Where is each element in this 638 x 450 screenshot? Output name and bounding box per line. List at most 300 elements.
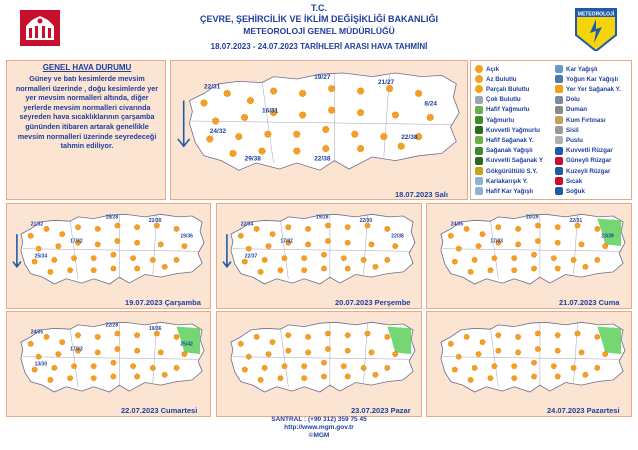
legend-sa-anak-ya-l-icon (475, 147, 483, 155)
temperature-label: 25/34 (34, 253, 48, 260)
legend-item-label: Hafif Kar Yağışlı (486, 187, 533, 195)
sunny-icon (246, 354, 251, 359)
sunny-icon (111, 360, 116, 365)
legend-duman-icon (555, 106, 563, 114)
sunny-icon (150, 257, 155, 262)
sunny-icon (555, 225, 560, 230)
sunny-icon (531, 266, 536, 271)
legend-so-uk-icon (555, 187, 563, 195)
sunny-icon (345, 348, 350, 353)
sunny-icon (95, 226, 100, 231)
sunny-icon (302, 376, 307, 381)
sunny-icon (512, 376, 517, 381)
legend-item-label: Sıcak (566, 177, 583, 185)
sunny-icon (238, 233, 243, 238)
general-weather-text: Güney ve batı kesimlerde mevsim normalleri üzerinde , doğu kesimlerde yer yer mevsim normalleri altında, diğer yerlerde mevsim normalleri civarında seyreden hava sıcaklıklarının çarşamba gününden itibaren artarak genellikle mevsim normalleri üzerinde seyredeceği tahmin ediliyor. (15, 74, 159, 151)
turkey-map-day5 (7, 312, 211, 417)
turkey-map-day1 (171, 61, 468, 200)
temperature-label: 17/32 (70, 238, 83, 245)
sunny-icon (361, 257, 366, 262)
sunny-icon (306, 334, 311, 339)
legend-par-al-bulutlu-icon (475, 85, 483, 93)
temperature-label: 22/38 (401, 134, 418, 141)
sunny-icon (201, 100, 207, 106)
sunny-icon (44, 334, 49, 339)
sunny-icon (28, 341, 33, 346)
legend-item-label: Az Bulutlu (486, 75, 517, 83)
legend-a-k-icon (475, 65, 483, 73)
temperature-label: 17/33 (70, 346, 83, 353)
sunny-icon (325, 223, 330, 228)
sunny-icon (323, 126, 329, 132)
legend-item-hafif-ya-murlu (475, 106, 530, 114)
sunny-icon (207, 136, 213, 142)
legend-g-neyli-r-zgar-icon (555, 157, 563, 165)
sunny-icon (115, 238, 120, 243)
sunny-icon (60, 340, 65, 345)
sunny-icon (254, 226, 259, 231)
sunny-icon (472, 365, 477, 370)
sunny-icon (452, 367, 457, 372)
header (0, 0, 638, 56)
sunny-icon (278, 268, 283, 273)
map-label-day7: 24.07.2023 Pazartesi (547, 406, 620, 415)
temperature-label: 17/33 (490, 238, 503, 245)
header-line1: T.C. (310, 3, 327, 13)
legend-yo-un-kar-ya-l-icon (555, 75, 563, 83)
sunny-icon (345, 225, 350, 230)
sunny-icon (555, 266, 560, 271)
sunny-icon (174, 257, 179, 262)
legend-kum-f-rt-nas-icon (555, 116, 563, 124)
legend-item-label: Kar Yağışlı (566, 65, 598, 73)
turkey-map-day4 (427, 204, 632, 309)
footer (0, 416, 638, 441)
sunny-icon (325, 331, 330, 336)
sunny-icon (476, 352, 481, 357)
sunny-icon (575, 331, 580, 336)
sunny-icon (162, 372, 167, 377)
sunny-icon (456, 354, 461, 359)
legend-kuvvetli-ya-murlu-icon (475, 126, 483, 134)
sunny-icon (111, 374, 116, 379)
map-label-day2: 19.07.2023 Çarşamba (125, 298, 201, 307)
sunny-icon (270, 340, 275, 345)
sunny-icon (480, 340, 485, 345)
sunny-icon (492, 256, 497, 261)
sunny-icon (535, 223, 540, 228)
turkey-map-day3 (217, 204, 422, 309)
sunny-icon (373, 372, 378, 377)
sunny-icon (115, 331, 120, 336)
temperature-label: 22/30 (148, 218, 162, 224)
sunny-icon (341, 256, 346, 261)
sunny-icon (516, 350, 521, 355)
sunny-icon (135, 333, 140, 338)
map-panel-day3 (216, 203, 422, 309)
legend-panel (470, 60, 632, 200)
legend-karlakar-k-y-icon (475, 177, 483, 185)
legend-item-par-al-bulutlu (475, 85, 529, 93)
sunny-icon (299, 112, 305, 118)
header-directorate: METEOROLOJİ GENEL MÜDÜRLÜĞÜ (243, 26, 395, 36)
temperature-label: 22/31 (569, 218, 583, 224)
sunny-icon (28, 233, 33, 238)
sunny-icon (242, 367, 247, 372)
sunny-icon (56, 244, 61, 249)
legend-puslu-icon (555, 136, 563, 144)
temperature-label: 25/42 (180, 341, 193, 348)
sunny-icon (357, 145, 363, 151)
sunny-icon (325, 238, 330, 243)
sunny-icon (555, 333, 560, 338)
sunny-icon (551, 256, 556, 261)
sunny-icon (182, 352, 187, 357)
sunny-icon (595, 334, 600, 339)
legend-item-label: Yağmurlu (486, 116, 515, 124)
sunny-icon (345, 333, 350, 338)
sunny-icon (464, 334, 469, 339)
sunny-icon (68, 268, 73, 273)
sunny-icon (321, 266, 326, 271)
sunny-icon (52, 257, 57, 262)
meteoroloji-logo-text: METEOROLOJİ (577, 11, 615, 18)
temperature-label: 16/31 (262, 107, 279, 115)
sunny-icon (286, 348, 291, 353)
sunny-icon (150, 365, 155, 370)
legend-dolu-icon (555, 96, 563, 104)
sunny-icon (369, 350, 374, 355)
map-panel-day6 (216, 311, 422, 417)
legend-item-kuzeyli-r-zgar (555, 167, 610, 175)
sunny-icon (162, 264, 167, 269)
sunny-icon (91, 268, 96, 273)
legend-item-karlakar-k-y (475, 177, 528, 185)
legend-kuvvetli-r-zgar-icon (555, 147, 563, 155)
legend-ok-bulutlu-icon (475, 96, 483, 104)
sunny-icon (286, 225, 291, 230)
sunny-icon (174, 365, 179, 370)
map-label-day5: 22.07.2023 Cumartesi (121, 406, 198, 415)
sunny-icon (91, 256, 96, 261)
sunny-icon (468, 269, 473, 274)
sunny-icon (468, 377, 473, 382)
sunny-icon (361, 365, 366, 370)
legend-item-label: Çok Bulutlu (486, 96, 521, 104)
sunny-icon (472, 257, 477, 262)
sunny-icon (174, 334, 179, 339)
sunny-icon (427, 114, 433, 120)
legend-item-label: Güneyli Rüzgar (566, 157, 612, 165)
sunny-icon (386, 85, 392, 91)
legend-item-kar-ya-l (555, 65, 598, 73)
sunny-icon (294, 148, 300, 154)
general-weather-title: GENEL HAVA DURUMU (42, 63, 132, 72)
map-panel-day1 (170, 60, 468, 200)
sunny-icon (135, 348, 140, 353)
footer-website-link[interactable]: http://www.mgm.gov.tr (284, 424, 354, 432)
sunny-icon (75, 225, 80, 230)
sunny-icon (246, 246, 251, 251)
sunny-icon (68, 376, 73, 381)
legend-item-label: Dolu (566, 96, 580, 104)
legend-item-g-neyli-r-zgar (555, 157, 611, 165)
sunny-icon (595, 365, 600, 370)
sunny-icon (36, 246, 41, 251)
legend-item-g-kg-r-lt-l-s-y (475, 167, 538, 175)
sunny-icon (512, 268, 517, 273)
sunny-icon (44, 226, 49, 231)
sunny-icon (294, 131, 300, 137)
sunny-icon (242, 259, 247, 264)
sunny-icon (603, 244, 608, 249)
temperature-label: 24/35 (450, 221, 464, 228)
sunny-icon (262, 365, 267, 370)
turkey-map-day6 (217, 312, 422, 417)
sunny-icon (583, 264, 588, 269)
map-panel-day4 (426, 203, 632, 309)
sunny-icon (71, 256, 76, 261)
sunny-icon (286, 333, 291, 338)
sunny-icon (516, 242, 521, 247)
sunny-icon (369, 242, 374, 247)
temperature-label: 22/38 (391, 233, 404, 240)
sunny-icon (357, 109, 363, 115)
sunny-icon (306, 350, 311, 355)
sunny-icon (571, 365, 576, 370)
sunny-icon (236, 133, 242, 139)
sunny-icon (135, 374, 140, 379)
sunny-icon (571, 257, 576, 262)
sunny-icon (392, 112, 398, 118)
sunny-icon (258, 269, 263, 274)
sunny-icon (282, 364, 287, 369)
legend-az-bulutlu-icon (475, 75, 483, 83)
sunny-icon (111, 252, 116, 257)
sunny-icon (393, 244, 398, 249)
sunny-icon (496, 225, 501, 230)
header-ministry: ÇEVRE, ŞEHİRCİLİK VE İKLİM DEĞİŞİKLİĞİ BAKANLIĞI (199, 14, 439, 24)
legend-item-label: Kuvvetli Yağmurlu (486, 126, 540, 134)
legend-item-sisli (555, 126, 579, 134)
sunny-icon (247, 97, 253, 103)
sunny-icon (131, 364, 136, 369)
map-label-day1: 18.07.2023 Salı (395, 190, 448, 199)
sunny-icon (456, 246, 461, 251)
legend-item-a-k (475, 65, 499, 73)
legend-item-label: Açık (486, 65, 500, 73)
temperature-label: 21/32 (30, 221, 44, 228)
sunny-icon (385, 334, 390, 339)
sunny-icon (365, 331, 370, 336)
sunny-icon (385, 257, 390, 262)
map-panel-day7 (426, 311, 632, 417)
legend-item-label: Kuzeyli Rüzgar (566, 167, 611, 175)
sunny-icon (52, 365, 57, 370)
sunny-icon (496, 333, 501, 338)
sunny-icon (270, 88, 276, 94)
legend-item-label: Yoğun Kar Yağışlı (566, 75, 619, 83)
sunny-icon (476, 244, 481, 249)
map-label-day4: 21.07.2023 Cuma (559, 298, 620, 307)
sunny-icon (306, 226, 311, 231)
temperature-label: 22/34 (240, 221, 254, 228)
map-panel-day2 (6, 203, 211, 309)
temperature-label: 23/39 (601, 233, 614, 240)
sunny-icon (464, 226, 469, 231)
legend-item-hafif-kar-ya-l (475, 187, 533, 195)
sunny-icon (306, 242, 311, 247)
sunny-icon (174, 226, 179, 231)
sunny-icon (583, 372, 588, 377)
legend-s-cak-icon (555, 177, 563, 185)
legend-item-puslu (555, 136, 583, 144)
sunny-icon (266, 244, 271, 249)
sunny-icon (323, 145, 329, 151)
sunny-icon (32, 259, 37, 264)
legend-item-label: Yer Yer Sağanak Y. (566, 85, 621, 93)
sunny-icon (95, 334, 100, 339)
temperature-label: 8/24 (424, 100, 438, 108)
legend-ya-murlu-icon (475, 116, 483, 124)
legend-item-label: Duman (566, 106, 587, 114)
sunny-icon (415, 90, 421, 96)
sunny-icon (115, 346, 120, 351)
sunny-icon (91, 364, 96, 369)
sunny-icon (555, 348, 560, 353)
sunny-icon (452, 259, 457, 264)
header-date-range: 18.07.2023 - 24.07.2023 TARİHLERİ ARASI HAVA TAHMİNİ (210, 42, 428, 51)
sunny-icon (230, 150, 236, 156)
sunny-icon (555, 374, 560, 379)
legend-item-kuvvetli-ya-murlu (475, 126, 540, 134)
sunny-icon (385, 365, 390, 370)
sunny-icon (265, 131, 271, 137)
temperature-label: 19/36 (180, 233, 193, 240)
sunny-icon (278, 376, 283, 381)
legend-kuzeyli-r-zgar-icon (555, 167, 563, 175)
sunny-icon (345, 266, 350, 271)
sunny-icon (551, 364, 556, 369)
legend-item-label: Puslu (566, 136, 583, 144)
sunny-icon (325, 346, 330, 351)
sunny-icon (111, 266, 116, 271)
sunny-icon (531, 374, 536, 379)
sunny-icon (60, 232, 65, 237)
sunny-icon (158, 350, 163, 355)
legend-item-yer-yer-sa-anak-y (555, 85, 621, 93)
sunny-icon (531, 360, 536, 365)
sunny-icon (135, 225, 140, 230)
legend-item-label: Kum Fırtınası (566, 116, 606, 124)
legend-item-so-uk (555, 187, 585, 195)
sunny-icon (131, 256, 136, 261)
temperature-label: 24/32 (209, 128, 227, 135)
sunny-icon (595, 226, 600, 231)
sunny-icon (496, 348, 501, 353)
sunny-icon (488, 268, 493, 273)
sunny-icon (357, 88, 363, 94)
sunny-icon (259, 148, 265, 154)
temperature-label: 22/28 (105, 322, 119, 329)
legend-hafif-ya-murlu-icon (475, 106, 483, 114)
sunny-icon (448, 233, 453, 238)
sunny-icon (373, 264, 378, 269)
sunny-icon (345, 240, 350, 245)
sunny-icon (95, 242, 100, 247)
sunny-icon (135, 266, 140, 271)
sunny-icon (328, 107, 334, 113)
general-weather-panel (6, 60, 166, 200)
footer-copyright: ©MGM (308, 432, 330, 440)
temperature-label: 19/36 (148, 326, 162, 332)
legend-item-hafif-sa-anak-y (475, 136, 534, 144)
sunny-icon (381, 133, 387, 139)
sunny-icon (262, 257, 267, 262)
sunny-icon (115, 223, 120, 228)
sunny-icon (254, 334, 259, 339)
legend-hafif-sa-anak-y-icon (475, 136, 483, 144)
sunny-icon (345, 374, 350, 379)
legend-sisli-icon (555, 126, 563, 134)
legend-item-dolu (555, 96, 580, 104)
sunny-icon (36, 354, 41, 359)
legend-item-label: Sağanak Yağışlı (486, 147, 533, 155)
sunny-icon (71, 364, 76, 369)
legend-item-label: Karlakarışık Y. (486, 177, 528, 185)
legend-item-az-bulutlu (475, 75, 517, 83)
legend-item-kuvvetli-sa-anak-y (475, 157, 543, 165)
temperature-label: 19/27 (314, 74, 331, 81)
sunny-icon (224, 90, 230, 96)
legend-item-label: Soğuk (566, 187, 585, 195)
sunny-icon (328, 85, 334, 91)
sunny-icon (32, 367, 37, 372)
sunny-icon (135, 240, 140, 245)
legend-item-label: Kuvvetli Sağanak Y (486, 157, 543, 165)
legend-item-s-cak (555, 177, 582, 185)
map-panel-day5 (6, 311, 211, 417)
temperature-label: 19/28 (316, 214, 329, 221)
sunny-icon (321, 360, 326, 365)
sunny-icon (91, 376, 96, 381)
legend-item-label: Sisli (566, 126, 579, 134)
meteoroloji-logo (574, 5, 618, 51)
sunny-icon (56, 352, 61, 357)
sunny-icon (158, 242, 163, 247)
sunny-icon (299, 90, 305, 96)
sunny-icon (535, 346, 540, 351)
sunny-icon (266, 352, 271, 357)
sunny-icon (512, 256, 517, 261)
sunny-icon (595, 257, 600, 262)
legend-item-yo-un-kar-ya-l (555, 75, 618, 83)
sunny-icon (282, 256, 287, 261)
map-label-day6: 23.07.2023 Pazar (351, 406, 411, 415)
turkey-map-day2 (7, 204, 211, 309)
temperature-label: 22/37 (244, 253, 258, 260)
legend-item-label: Hafif Yağmurlu (486, 106, 530, 114)
sunny-icon (579, 242, 584, 247)
footer-phone: SANTRAL : (+90 312) 359 75 45 (271, 416, 367, 423)
legend-item-label: Parçalı Bulutlu (486, 85, 530, 93)
legend-item-ok-bulutlu (475, 96, 521, 104)
legend-item-label: Gökgürültülü S.Y. (486, 167, 538, 175)
sunny-icon (48, 377, 53, 382)
temperature-label: 29/38 (244, 155, 261, 163)
sunny-icon (302, 364, 307, 369)
temperature-label: 20/29 (526, 214, 539, 221)
